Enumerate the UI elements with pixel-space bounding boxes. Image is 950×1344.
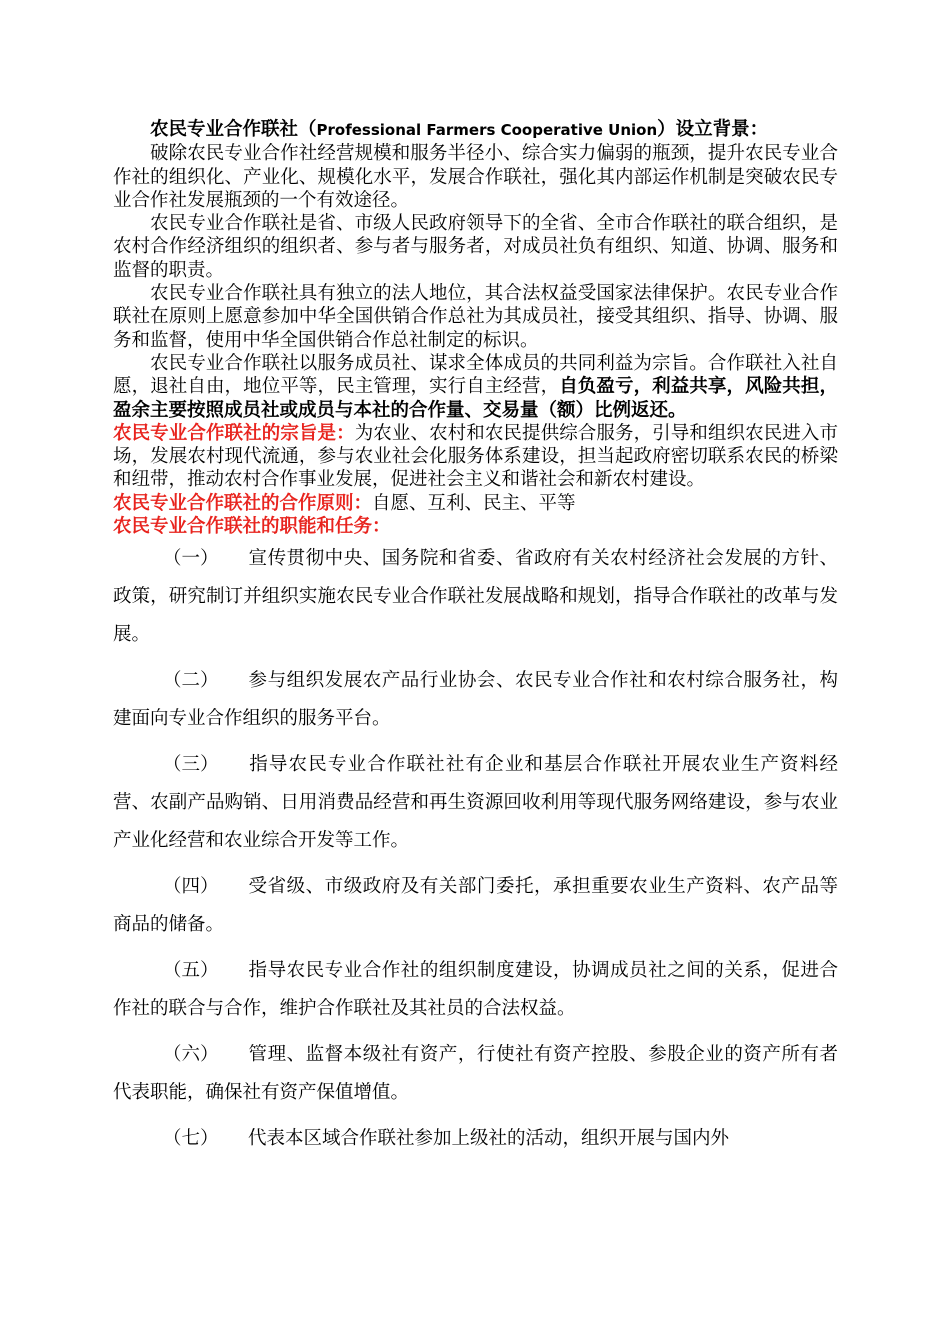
paragraph-4-bold: 自负盈亏，利益共享，风险共担，盈余主要按照成员社或成员与本社的合作量、交易量（额）比例返还。	[113, 376, 838, 421]
paragraph-3: 农民专业合作联社具有独立的法人地位，其合法权益受国家法律保护。农民专业合作联社在原则上愿意参加中华全国供销合作总社为其成员社，接受其组织、指导、协调、服务和监督，使用中华全国供销合作总社制定的标识。	[113, 283, 838, 351]
purpose-paragraph: 农民专业合作联社的宗旨是：为农业、农村和农民提供综合服务，引导和组织农民进入市场，发展农村现代流通，参与农业社会化服务体系建设，担当起政府密切联系农民的桥梁和纽带，推动农村合作事业发展，促进社会主义和谐社会和新农村建设。	[113, 422, 838, 491]
background-section	[113, 118, 838, 538]
document-page	[113, 118, 838, 1166]
paragraph-1: 破除农民专业合作社经营规模和服务半径小、综合实力偏弱的瓶颈，提升农民专业合作社的组织化、产业化、规模化水平，发展合作联社，强化其内部运作机制是突破农民专业合作社发展瓶颈的一个有效途径。	[113, 143, 838, 211]
list-item: （三） 指导农民专业合作联社社有企业和基层合作联社开展农业生产资料经营、农副产品购销、日用消费品经营和再生资源回收利用等现代服务网络建设，参与农业产业化经营和农业综合开发等工作。	[113, 754, 838, 852]
paragraph-4: 农民专业合作联社以服务成员社、谋求全体成员的共同利益为宗旨。合作联社入社自愿，退社自由，地位平等，民主管理，实行自主经营，自负盈亏，利益共享，风险共担，盈余主要按照成员社或成员与本社的合作量、交易量（额）比例返还。	[113, 352, 838, 421]
principles-label: 农民专业合作联社的合作原则：	[113, 492, 373, 514]
list-item: （七） 代表本区域合作联社参加上级社的活动，组织开展与国内外	[162, 1128, 730, 1150]
purpose-label: 农民专业合作联社的宗旨是：	[113, 422, 355, 444]
list-item: （六） 管理、监督本级社有资产，行使社有资产控股、参股企业的资产所有者代表职能，确保社有资产保值增值。	[113, 1044, 838, 1104]
principles-paragraph: 农民专业合作联社的合作原则：自愿、互利、民主、平等	[113, 492, 576, 514]
list-item: （四） 受省级、市级政府及有关部门委托，承担重要农业生产资料、农产品等商品的储备。	[113, 876, 838, 936]
functions-label: 农民专业合作联社的职能和任务：	[113, 516, 391, 538]
list-item: （一） 宣传贯彻中央、国务院和省委、省政府有关农村经济社会发展的方针、政策，研究制订并组织实施农民专业合作联社发展战略和规划，指导合作联社的改革与发展。	[113, 548, 838, 646]
task-list	[113, 540, 838, 1158]
heading-english: Professional Farmers Cooperative Union	[316, 121, 658, 139]
list-item: （五） 指导农民专业合作社的组织制度建设，协调成员社之间的关系，促进合作社的联合与合作，维护合作联社及其社员的合法权益。	[113, 960, 838, 1020]
section-heading: 农民专业合作联社（Professional Farmers Cooperative Union）设立背景：	[150, 119, 769, 140]
list-item: （二） 参与组织发展农产品行业协会、农民专业合作社和农村综合服务社，构建面向专业合作组织的服务平台。	[113, 670, 838, 730]
paragraph-2: 农民专业合作联社是省、市级人民政府领导下的全省、全市合作联社的联合组织，是农村合作经济组织的组织者、参与者与服务者，对成员社负有组织、知道、协调、服务和监督的职责。	[113, 213, 838, 281]
